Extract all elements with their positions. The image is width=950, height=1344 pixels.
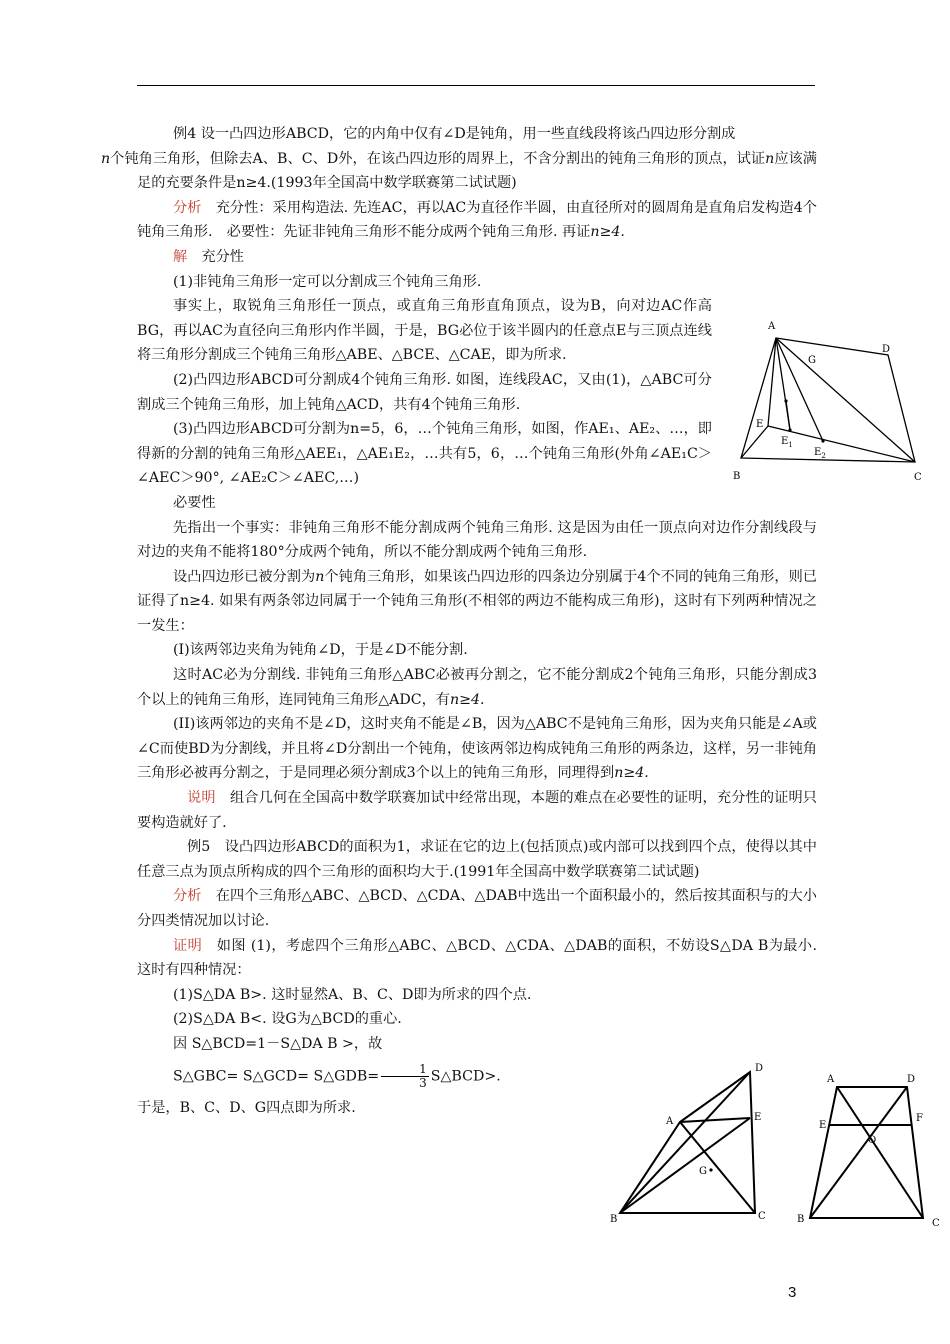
- text: (3)凸四边形ABCD可分割为: [173, 421, 351, 438]
- label-g: G: [808, 355, 816, 366]
- label-e1: [781, 436, 793, 449]
- text: 个钝角三角形，但除去A、B、C、D外，在该凸四边形的周界上，不含分割出的钝角三角形的顶: [110, 150, 709, 167]
- label-o: O: [868, 1135, 877, 1146]
- ex5-proof: [137, 934, 817, 983]
- ex4-statement: [101, 122, 817, 196]
- text: 例4 设一凸四边形ABCD，它的内角中仅有∠D是钝角，用一些直线段将该凸四边形分割成: [173, 126, 736, 142]
- analysis-label: 分析: [173, 199, 202, 216]
- label-c: C: [932, 1218, 940, 1229]
- proof-label: 证明: [173, 937, 203, 954]
- text: 在四个三角形△ABC、△BCD、△CDA、△DAB中选出一个面积最小的，然后按其面积与的大小分四类情况加以讨论.: [137, 888, 817, 929]
- text: 点，试证: [708, 150, 766, 167]
- necessity-heading: 必要性: [173, 494, 216, 511]
- label-e: E: [756, 419, 764, 430]
- label-d: D: [755, 1063, 764, 1074]
- paragraph: 于是，B、C、D、G四点即为所求.: [137, 1099, 356, 1116]
- text: 设凸四边形已被分割为: [173, 568, 316, 585]
- label-b: B: [797, 1214, 805, 1225]
- text: 如图 (1)，考虑四个三角形△ABC、△BCD、△CDA、△DAB的面积，不妨设S△DA B为最小. 这时有四种情况：: [137, 937, 817, 979]
- text: S△GBC= S△GCD= S△GDB=: [173, 1068, 380, 1085]
- page-body: [101, 122, 817, 1120]
- label-b: B: [733, 471, 741, 482]
- label-c: C: [914, 472, 922, 483]
- paragraph: (I)该两邻边夹角为钝角∠D，于是∠D不能分割.: [173, 642, 468, 659]
- label-e1-sub: 1: [788, 441, 793, 449]
- paragraph: 设凸四边形已被分割为n个钝角三角形，如果该凸四边形的四条边分别属于4个不同的钝角三角形，则已证得了n≥4. 如果有两条邻边同属于一个钝角三角形(不相邻的两边不能构成三角形)，这时有下列两种情况之一发生：: [137, 568, 817, 634]
- text: S△BCD>.: [430, 1068, 501, 1085]
- figure-centroid: [605, 1058, 775, 1226]
- label-a: A: [768, 321, 776, 332]
- label-f: F: [916, 1113, 923, 1124]
- paragraph: (2)S△DA B<. 设G为△BCD的重心.: [173, 1011, 402, 1028]
- text: 组合几何在全国高中数学联赛加试中经常出现，本题的难点在必要性的证明，充分性的证明只要构造就好了.: [137, 790, 817, 831]
- paragraph: [137, 712, 817, 786]
- page-number: 3: [788, 1284, 797, 1301]
- text: 充分性：采用构造法. 先连AC，再以AC为直径作半圆，由直径所对的圆周角是直角启发构造4个钝角三角形. 必要性：先证非钝角三角形不能分成两个钝角三角形. 再证: [137, 199, 817, 241]
- label-b: B: [610, 1214, 618, 1225]
- label-e2: [814, 447, 826, 460]
- ex5-statement: 例5 设凸四边形ABCD的面积为1，求证在它的边上(包括顶点)或内部可以找到四个点，使得以其中任意三点为顶点所构成的四个三角形的面积均大于.(1991年全国高中数学联赛第二试试题): [137, 839, 817, 880]
- figure-quadrilateral-split: [728, 318, 928, 488]
- analysis-label: 分析: [173, 888, 202, 905]
- note-label: 说明: [187, 790, 216, 807]
- text: n: [765, 150, 775, 167]
- ex4-solution-heading: [137, 245, 817, 270]
- paragraph: 事实上，取锐角三角形任一顶点，或直角三角形直角顶点，设为B，向对边AC作高BG，再以AC为直径向三角形内作半圆，于是，BG必位于该半圆内的任意点E与三顶点连线将三角形分割成三个钝角三角形△ABE、△BCE、△CAE，即为所求.: [137, 298, 712, 364]
- text: 这时AC必为分割线. 非钝角三角形△ABC必被再分割之，它不能分割成2个钝角三角形，只能分割成3个以上的钝角三角形，连同钝角三角形△ADC，有: [137, 667, 817, 708]
- ex5-analysis: [137, 884, 817, 933]
- paragraph: 因 S△BCD=1－S△DA B >，故: [173, 1035, 383, 1052]
- label-g: G: [699, 1166, 707, 1177]
- text: n≥4.: [449, 691, 485, 708]
- text: (II)该两邻边的夹角不是∠D，这时夹角不能是∠B，因为△ABC不是钝角三角形，因为夹角只能是∠A或∠C而使BD为分割线，并且将∠D分割出一个钝角，使该两邻边构成钝角三角形的两条边，这样，另一非钝角三角形必被再分割之，于是同理必须分割成3个以上的钝角三角形，同理得到: [137, 716, 817, 782]
- text: n≥4.: [614, 765, 649, 782]
- fraction: [381, 1063, 429, 1090]
- paragraph: (1)S△DA B>. 这时显然A、B、C、D即为所求的四个点.: [173, 986, 532, 1003]
- header-rule: [137, 85, 815, 86]
- paragraph: [137, 663, 817, 712]
- paragraph: (2)凸四边形ABCD可分割成4个钝角三角形. 如图，连线段AC，又由(1)，△ABC可分割成三个钝角三角形，加上钝角△ACD，共有4个钝角三角形.: [137, 371, 712, 413]
- paragraph: [137, 417, 712, 491]
- label-a: A: [827, 1074, 835, 1085]
- paragraph: (1)非钝角三角形一定可以分割成三个钝角三角形.: [173, 273, 482, 290]
- fraction-numerator: 1: [381, 1063, 429, 1077]
- label-e2-sub: 2: [821, 452, 826, 460]
- label-d: D: [882, 344, 891, 355]
- text: n≥4.(1993年全国高中数学联赛第二试试题): [236, 175, 517, 192]
- label-a: A: [666, 1116, 674, 1127]
- ex4-note: [137, 786, 817, 835]
- ex4-analysis: [137, 196, 817, 245]
- figure-trapezoid: [795, 1070, 945, 1230]
- solution-label: 解: [173, 248, 188, 265]
- label-e1-base: E: [781, 436, 789, 447]
- text: 个钝角三角形，如果该凸四边形的四条边分别属于4个不同的钝角三角形，则已证得了: [137, 568, 817, 610]
- label-e: E: [819, 1120, 827, 1131]
- text: n=5，6，…个钝角三角形，如图，作AE₁、AE₂、…，即得新的分割的钝角三角形△AEE₁，△AE₁E₂，…共有5，6，…个钝角三角形(外角∠AE₁C＞∠AEC＞90°, ∠AE₂C＞∠AEC,…): [137, 421, 712, 487]
- text: n≥4.: [590, 224, 625, 241]
- text: 应该满足的充要条件是: [137, 150, 817, 192]
- label-c: C: [758, 1211, 766, 1222]
- text: n: [101, 150, 111, 167]
- text: n≥4. 如果有两条邻边同属于一个钝角三角形(不相邻的两边不能构成三角形)，这时有下列两种情况之一发生：: [137, 593, 817, 634]
- label-e2-base: E: [814, 447, 822, 458]
- fraction-denominator: 3: [419, 1075, 427, 1090]
- label-d: D: [907, 1074, 916, 1085]
- paragraph: 先指出一个事实：非钝角三角形不能分割成两个钝角三角形. 这是因为由任一顶点向对边作分割线段与对边的夹角不能将180°分成两个钝角，所以不能分割成两个钝角三角形.: [137, 519, 817, 561]
- text: 充分性: [187, 248, 244, 265]
- label-e: E: [754, 1112, 762, 1123]
